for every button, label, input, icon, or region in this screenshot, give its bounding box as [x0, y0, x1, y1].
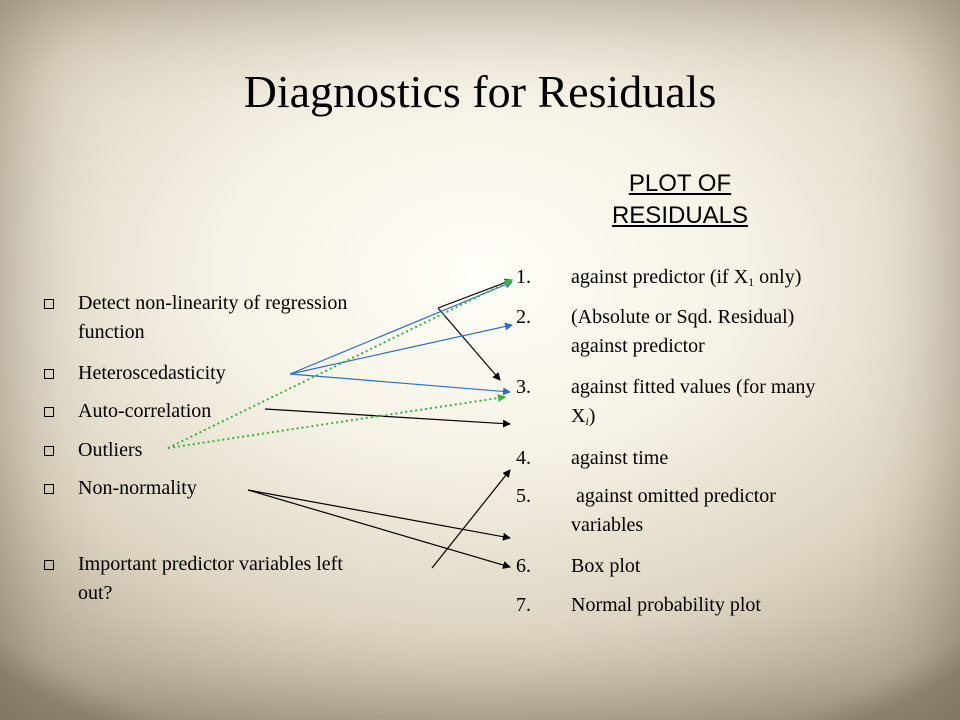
bullet-text: Outliers	[78, 439, 143, 461]
item-text-part: only)	[754, 266, 802, 288]
bullet-line: Important predictor variables left	[78, 553, 343, 575]
plot-heading-line1: PLOT OF	[628, 170, 732, 197]
arrow-nonnormality-to-item6	[248, 490, 510, 538]
arrow-predictors-to-item5	[432, 470, 510, 568]
bullet-text: Auto-correlation	[78, 400, 212, 422]
item-number: 3.	[516, 376, 531, 398]
item-text-part: X	[571, 405, 586, 427]
subscript: i	[585, 414, 589, 428]
item-text: Box plot	[571, 555, 641, 577]
arrow-autocorrelation-to-item4	[265, 409, 510, 424]
subscript: 1	[748, 275, 755, 289]
arrow-outliers-to-item1	[168, 280, 512, 448]
arrow-hetero-to-item2	[290, 325, 512, 374]
arrow-hetero-to-item3	[290, 374, 510, 392]
item-line: variables	[571, 514, 644, 536]
item-number: 2.	[516, 306, 531, 328]
item-number: 1.	[516, 266, 531, 288]
plot-heading-line2: RESIDUALS	[611, 202, 749, 229]
bullet-line: out?	[78, 582, 113, 604]
item-line: against omitted predictor	[571, 485, 776, 507]
bullet-line: Detect non-linearity of regression	[78, 292, 348, 314]
slide-title: Diagnostics for Residuals	[243, 66, 717, 117]
bullet-text: Non-normality	[78, 477, 197, 499]
item-number: 6.	[516, 555, 531, 577]
item-text: Normal probability plot	[571, 594, 761, 616]
bullet-line: function	[78, 321, 145, 343]
item-line: against predictor	[571, 335, 705, 357]
item-text: against time	[571, 447, 669, 469]
item-number: 4.	[516, 447, 531, 469]
arrow-nonnormality-to-item7	[248, 490, 510, 567]
item-text-part: against predictor (if X	[571, 266, 749, 288]
item-line: (Absolute or Sqd. Residual)	[571, 306, 795, 328]
item-number: 5.	[516, 485, 531, 507]
arrow-nonlinearity-to-item3	[438, 308, 500, 380]
item-number: 7.	[516, 594, 531, 616]
item-line: against fitted values (for many	[571, 376, 816, 398]
bullet-text: Heteroscedasticity	[78, 362, 226, 384]
arrow-nonlinearity-to-item1	[438, 280, 512, 308]
item-text-part: )	[588, 405, 596, 427]
